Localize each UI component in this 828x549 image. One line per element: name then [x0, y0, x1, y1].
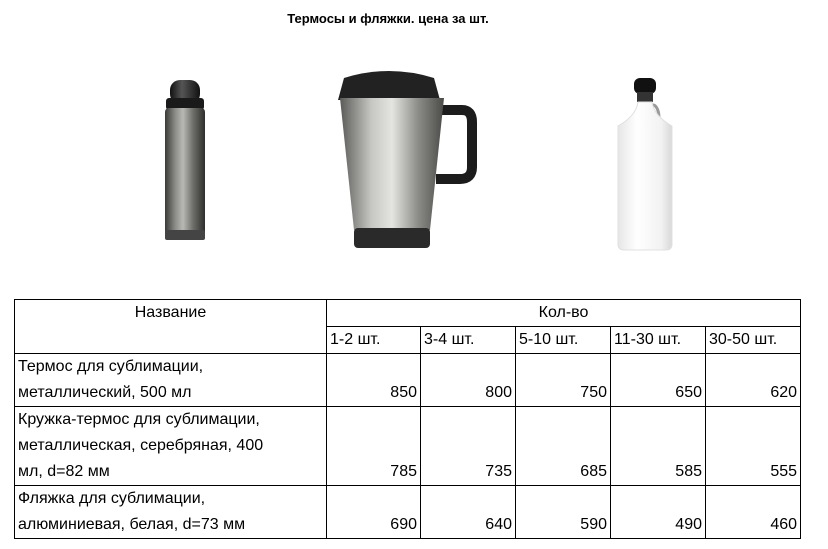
price-cell: 850	[327, 354, 421, 407]
price-cell: 690	[327, 486, 421, 539]
price-cell: 585	[611, 407, 706, 486]
price-cell: 800	[421, 354, 516, 407]
product-name-line: Термос для сублимации,	[18, 358, 204, 375]
product-name-line: мл, d=82 мм	[18, 463, 110, 480]
price-cell: 785	[327, 407, 421, 486]
qty-col-1: 1-2 шт.	[327, 327, 421, 354]
product-name-line: алюминиевая, белая, d=73 мм	[18, 516, 246, 533]
price-table	[14, 299, 801, 539]
price-cell: 490	[611, 486, 706, 539]
table-row	[15, 407, 801, 486]
price-cell: 650	[611, 354, 706, 407]
product-name-line: Фляжка для сублимации,	[18, 490, 206, 507]
qty-col-5: 30-50 шт.	[706, 327, 801, 354]
name-column-header: Название	[15, 300, 327, 354]
table-row	[15, 354, 801, 407]
product-name	[15, 407, 327, 486]
thermos-flask-image	[150, 78, 220, 246]
product-name-line: металлическая, серебряная, 400	[18, 437, 264, 454]
product-name	[15, 486, 327, 539]
product-name-line: металлический, 500 мл	[18, 384, 192, 401]
product-name-line: Кружка-термос для сублимации,	[18, 411, 260, 428]
price-cell: 590	[516, 486, 611, 539]
qty-col-2: 3-4 шт.	[421, 327, 516, 354]
page-title: Термосы и фляжки. цена за шт.	[287, 11, 489, 26]
price-cell: 640	[421, 486, 516, 539]
qty-column-header: Кол-во	[327, 300, 801, 327]
thermo-mug-image	[330, 70, 480, 255]
price-cell: 460	[706, 486, 801, 539]
price-cell: 735	[421, 407, 516, 486]
product-name	[15, 354, 327, 407]
price-cell: 750	[516, 354, 611, 407]
table-row	[15, 486, 801, 539]
price-cell: 555	[706, 407, 801, 486]
qty-col-4: 11-30 шт.	[611, 327, 706, 354]
qty-col-3: 5-10 шт.	[516, 327, 611, 354]
price-cell: 620	[706, 354, 801, 407]
aluminium-bottle-image	[608, 74, 698, 254]
price-cell: 685	[516, 407, 611, 486]
